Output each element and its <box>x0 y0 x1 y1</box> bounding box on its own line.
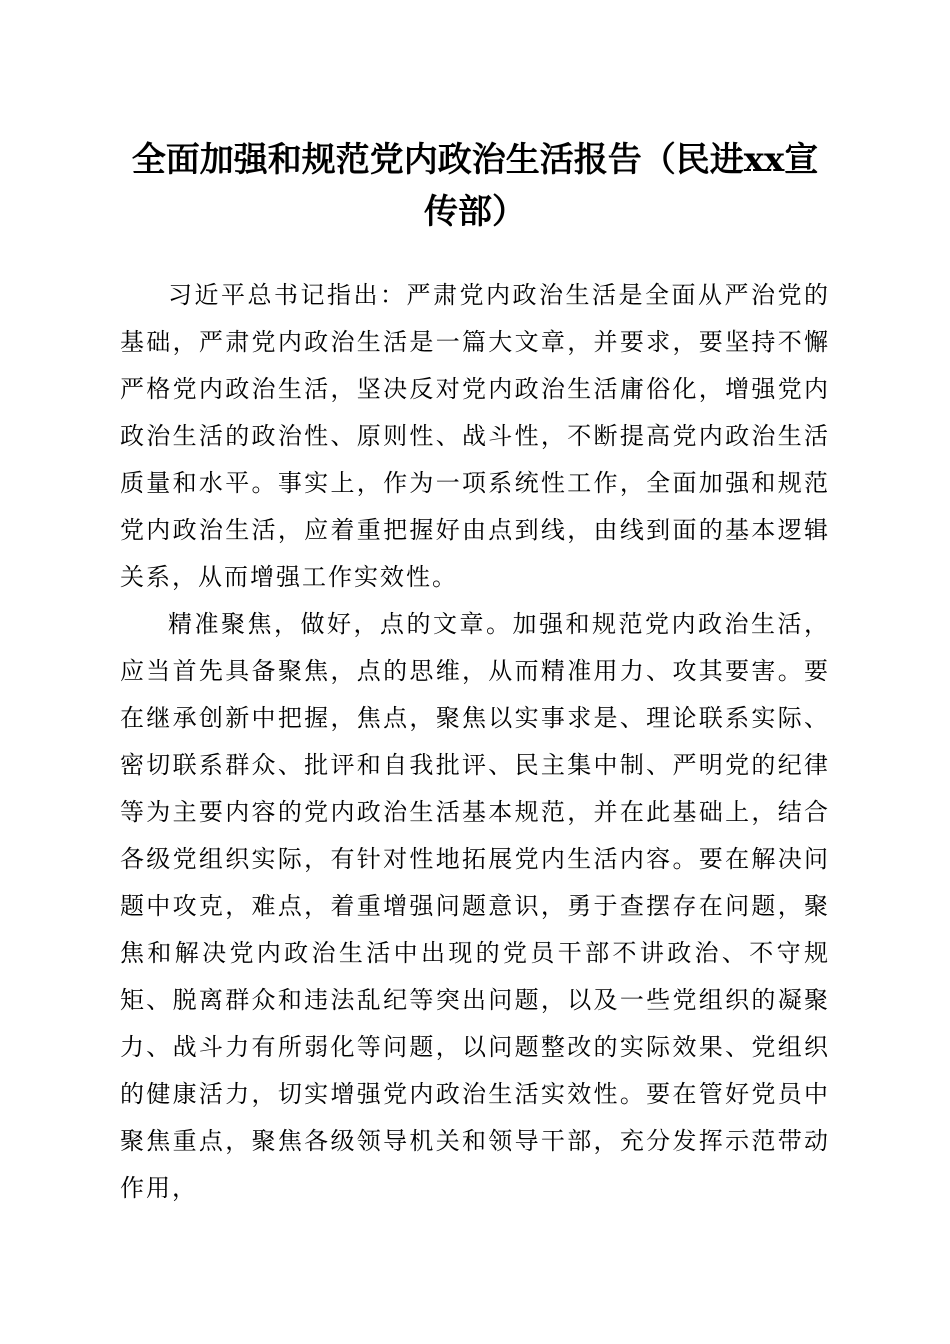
document-title: 全面加强和规范党内政治生活报告（民进xx宣传部） <box>131 140 819 232</box>
paragraph-2: 精准聚焦，做好，点的文章。加强和规范党内政治生活，应当首先具备聚焦，点的思维，从而精准用力、攻其要害。要在继承创新中把握，焦点，聚焦以实事求是、理论联系实际、密切联系群众、批评和自我批评、民主集中制、严明党的纪律等为主要内容的党内政治生活基本规范，并在此基础上，结合各级党组织实际，有针对性地拓展党内生活内容。要在解决问题中攻克，难点，着重增强问题意识，勇于查摆存在问题，聚焦和解决党内政治生活中出现的党员干部不讲政治、不守规矩、脱离群众和违法乱纪等突出问题，以及一些党组织的凝聚力、战斗力有所弱化等问题，以问题整改的实际效果、党组织的健康活力，切实增强党内政治生活实效性。要在管好党员中聚焦重点，聚焦各级领导机关和领导干部，充分发挥示范带动作用， <box>120 610 830 1202</box>
paragraph-1: 习近平总书记指出：严肃党内政治生活是全面从严治党的基础，严肃党内政治生活是一篇大文章，并要求，要坚持不懈严格党内政治生活，坚决反对党内政治生活庸俗化，增强党内政治生活的政治性、原则性、战斗性，不断提高党内政治生活质量和水平。事实上，作为一项系统性工作，全面加强和规范党内政治生活，应着重把握好由点到线，由线到面的基本逻辑关系，从而增强工作实效性。 <box>120 281 830 591</box>
document-body <box>120 272 830 1212</box>
